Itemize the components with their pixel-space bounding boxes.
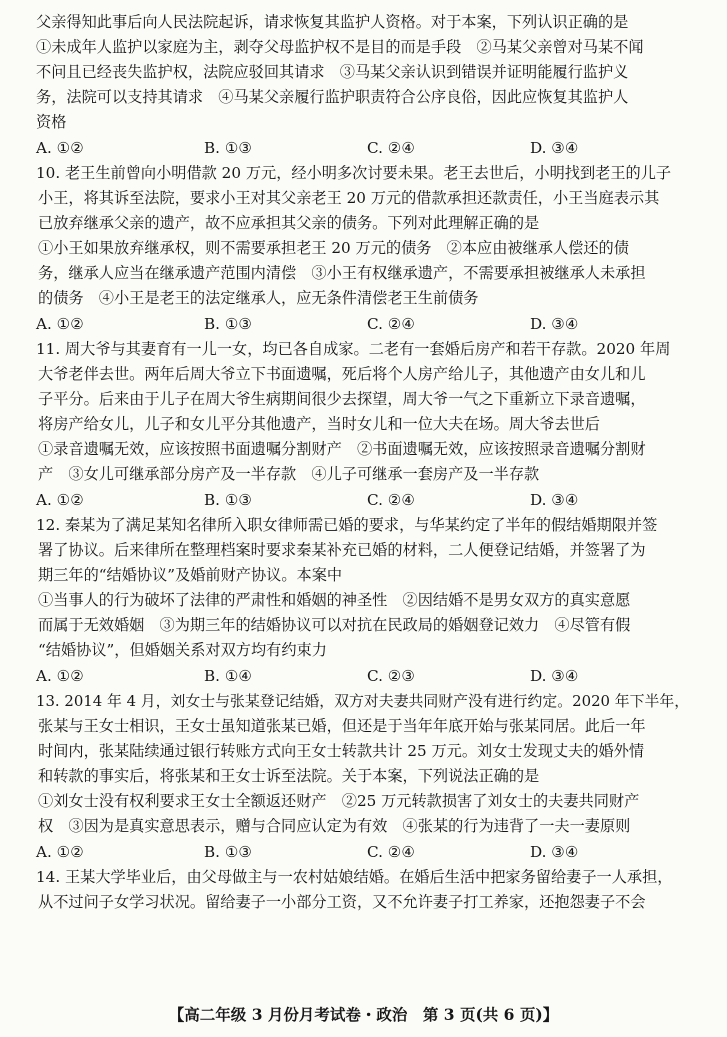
answer-options xyxy=(36,487,693,513)
question-stem-line: 的债务 ④小王是老王的法定继承人，应无条件清偿老王生前债务 xyxy=(38,289,479,307)
text-line: ①未成年人监护以家庭为主，剥夺父母监护权不是目的而是手段 ②马某父亲曾对马某不闻 xyxy=(36,38,644,56)
answer-options xyxy=(36,839,693,865)
question-stem-line: 署了协议。后来律所在整理档案时要求秦某补充已婚的材料，二人便登记结婚，并签署了为 xyxy=(38,541,646,559)
question-stem-line: 10. 老王生前曾向小明借款 20 万元，经小明多次讨要未果。老王去世后，小明找到老王的儿子 xyxy=(36,164,672,182)
option-b: B. ①③ xyxy=(204,139,253,157)
question-stem-line: 务，继承人应当在继承遗产范围内清偿 ③小王有权继承遗产，不需要承担被继承人未承担 xyxy=(38,264,646,282)
question-stem-line: 权 ③因为是真实意思表示，赠与合同应认定为有效 ④张某的行为违背了一夫一妻原则 xyxy=(38,817,631,835)
question-stem-line: 期三年的“结婚协议”及婚前财产协议。本案中 xyxy=(38,566,343,584)
option-a: A. ①② xyxy=(36,667,84,685)
question-stem-line: 13. 2014 年 4 月，刘女士与张某登记结婚，双方对夫妻共同财产没有进行约定。2020 年下半年， xyxy=(36,692,690,710)
question-stem-line: 时间内，张某陆续通过银行转账方式向王女士转款共计 25 万元。刘女士发现丈夫的婚外情 xyxy=(38,742,645,760)
question-stem-line: “结婚协议”，但婚姻关系对双方均有约束力 xyxy=(38,641,327,659)
question-10 xyxy=(36,161,693,337)
question-stem-line: 和转款的事实后，将张某和王女士诉至法院。关于本案，下列说法正确的是 xyxy=(38,767,540,785)
question-stem-line: 而属于无效婚姻 ③为期三年的结婚协议可以对抗在民政局的婚姻登记效力 ④尽管有假 xyxy=(38,616,631,634)
question-stem-line: 12. 秦某为了满足某知名律所入职女律师需已婚的要求，与华某约定了半年的假结婚期限并签 xyxy=(36,516,658,534)
question-stem-line: 11. 周大爷与其妻育有一儿一女，均已各自成家。二老有一套婚后房产和若干存款。2020 年周 xyxy=(36,340,671,358)
question-stem-line: 张某与王女士相识，王女士虽知道张某已婚，但还是于当年年底开始与张某同居。此后一年 xyxy=(38,717,646,735)
option-b: B. ①③ xyxy=(204,843,253,861)
option-d: D. ③④ xyxy=(530,667,579,685)
question-stem-line: 14. 王某大学毕业后，由父母做主与一农村姑娘结婚。在婚后生活中把家务留给妻子一人承担， xyxy=(36,868,673,886)
option-a: A. ①② xyxy=(36,315,84,333)
question-stem-line: ①刘女士没有权利要求王女士全额返还财产 ②25 万元转款损害了刘女士的夫妻共同财产 xyxy=(38,792,640,810)
option-c: C. ②④ xyxy=(367,491,415,509)
option-c: C. ②④ xyxy=(367,315,415,333)
question-14 xyxy=(36,865,693,915)
option-d: D. ③④ xyxy=(530,139,579,157)
question-stem-line: 产 ③女儿可继承部分房产及一半存款 ④儿子可继承一套房产及一半存款 xyxy=(38,465,540,483)
option-b: B. ①③ xyxy=(204,315,253,333)
answer-options xyxy=(36,135,693,161)
question-stem-line: 子平分。后来由于儿子在周大爷生病期间很少去探望，周大爷一气之下重新立下录音遗嘱， xyxy=(38,390,646,408)
option-d: D. ③④ xyxy=(530,843,579,861)
option-b: B. ①③ xyxy=(204,491,253,509)
question-stem-line: ①当事人的行为破坏了法律的严肃性和婚姻的神圣性 ②因结婚不是男女双方的真实意愿 xyxy=(38,591,631,609)
text-line: 不问且已经丧失监护权，法院应驳回其请求 ③马某父亲认识到错误并证明能履行监护义 xyxy=(36,63,629,81)
continuation-block xyxy=(36,10,693,161)
question-stem-line: 已放弃继承父亲的遗产，故不应承担其父亲的债务。下列对此理解正确的是 xyxy=(38,214,540,232)
question-stem-line: 大爷老伴去世。两年后周大爷立下书面遗嘱，死后将个人房产给儿子，其他遗产由女儿和儿 xyxy=(38,365,646,383)
answer-options xyxy=(36,663,693,689)
text-line: 务，法院可以支持其请求 ④马某父亲履行监护职责符合公序良俗，因此应恢复其监护人 xyxy=(36,88,629,106)
question-stem-line: 将房产给女儿，儿子和女儿平分其他遗产，当时女儿和一位大夫在场。周大爷去世后 xyxy=(38,415,600,433)
option-c: C. ②④ xyxy=(367,843,415,861)
question-stem-line: ①小王如果放弃继承权，则不需要承担老王 20 万元的债务 ②本应由被继承人偿还的债 xyxy=(38,239,629,257)
answer-options xyxy=(36,311,693,337)
question-stem-line: ①录音遗嘱无效，应该按照书面遗嘱分割财产 ②书面遗嘱无效，应该按照录音遗嘱分割财 xyxy=(38,440,646,458)
text-line: 资格 xyxy=(36,113,67,131)
question-11 xyxy=(36,337,693,513)
option-b: B. ①④ xyxy=(204,667,253,685)
question-13 xyxy=(36,689,693,865)
option-a: A. ①② xyxy=(36,139,84,157)
page-footer: 【高二年级 3 月份月考试卷・政治 第 3 页(共 6 页)】 xyxy=(168,1005,559,1024)
option-d: D. ③④ xyxy=(530,491,579,509)
question-stem-line: 从不过问子女学习状况。留给妻子一小部分工资，又不允许妻子打工养家，还抱怨妻子不会 xyxy=(38,893,646,911)
option-a: A. ①② xyxy=(36,491,84,509)
option-c: C. ②④ xyxy=(367,139,415,157)
option-d: D. ③④ xyxy=(530,315,579,333)
question-12 xyxy=(36,513,693,689)
question-stem-line: 小王，将其诉至法院，要求小王对其父亲老王 20 万元的借款承担还款责任，小王当庭表示其 xyxy=(38,189,660,207)
text-line: 父亲得知此事后向人民法院起诉，请求恢复其监护人资格。对于本案，下列认识正确的是 xyxy=(36,13,629,31)
option-a: A. ①② xyxy=(36,843,84,861)
option-c: C. ②③ xyxy=(367,667,415,685)
